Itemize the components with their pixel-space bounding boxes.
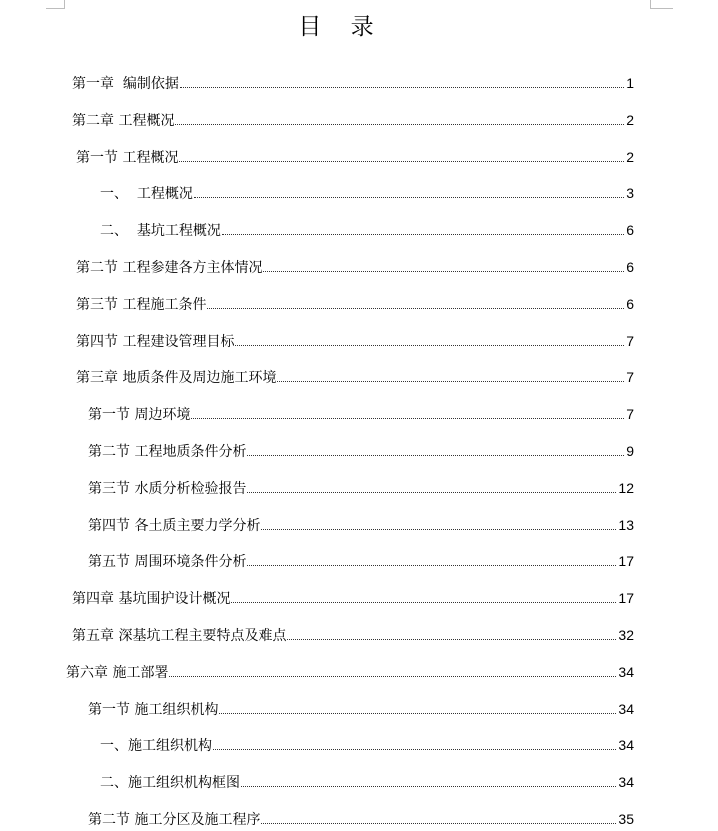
- toc-leader-dots: [261, 528, 616, 530]
- toc-entry-label: 第一节 周边环境: [88, 407, 191, 423]
- toc-leader-dots: [247, 564, 616, 566]
- toc-entry-page-number: 34: [618, 774, 634, 790]
- toc-entry[interactable]: [88, 478, 634, 498]
- toc-entry-label: 第二节 施工分区及施工程序: [88, 812, 261, 828]
- toc-leader-dots: [277, 380, 624, 382]
- toc-entry-label: 第二章 工程概况: [72, 113, 175, 129]
- toc-entry-label: 第一章 编制依据: [72, 76, 179, 92]
- toc-entry-page-number: 7: [626, 369, 634, 385]
- toc-leader-dots: [263, 270, 624, 272]
- toc-entry-label: 第一节 施工组织机构: [88, 702, 219, 718]
- toc-entry-page-number: 6: [626, 259, 634, 275]
- toc-entry-label: 一、施工组织机构: [100, 738, 212, 754]
- toc-entry-page-number: 6: [626, 222, 634, 238]
- toc-entry-page-number: 1: [626, 75, 634, 91]
- toc-entry[interactable]: [72, 110, 634, 130]
- toc-leader-dots: [247, 454, 624, 456]
- toc-entry-label: 第三节 水质分析检验报告: [88, 481, 247, 497]
- toc-title: 目 录: [298, 14, 374, 40]
- toc-entry[interactable]: [100, 772, 634, 792]
- toc-entry-page-number: 2: [626, 149, 634, 165]
- toc-leader-dots: [231, 601, 616, 603]
- toc-entry-label: 第六章 施工部署: [66, 665, 169, 681]
- toc-entry-label: 第三节 工程施工条件: [76, 297, 207, 313]
- toc-entry[interactable]: [88, 441, 634, 461]
- toc-entry-page-number: 3: [626, 185, 634, 201]
- toc-entry-page-number: 34: [618, 664, 634, 680]
- toc-entry[interactable]: [88, 551, 634, 571]
- toc-entry-page-number: 17: [618, 590, 634, 606]
- toc-entry-page-number: 6: [626, 296, 634, 312]
- toc-entry-page-number: 13: [618, 517, 634, 533]
- toc-leader-dots: [241, 785, 616, 787]
- toc-entry[interactable]: [88, 515, 634, 535]
- toc-entry-page-number: 7: [626, 406, 634, 422]
- toc-entry-label: 第四节 各土质主要力学分析: [88, 518, 261, 534]
- toc-entry-page-number: 2: [626, 112, 634, 128]
- toc-entry-page-number: 34: [618, 737, 634, 753]
- toc-entry-page-number: 17: [618, 553, 634, 569]
- toc-entry[interactable]: [88, 699, 634, 719]
- toc-entry[interactable]: [88, 809, 634, 829]
- toc-entry[interactable]: [72, 625, 634, 645]
- toc-entry-label: 第五节 周围环境条件分析: [88, 554, 247, 570]
- toc-entry[interactable]: [76, 147, 634, 167]
- toc-entry[interactable]: [76, 257, 634, 277]
- toc-entry[interactable]: [100, 735, 634, 755]
- toc-entry-label: 二、施工组织机构框图: [100, 775, 240, 791]
- toc-entry[interactable]: [66, 662, 634, 682]
- toc-entry-page-number: 32: [618, 627, 634, 643]
- toc-entry[interactable]: [76, 331, 634, 351]
- toc-leader-dots: [219, 712, 616, 714]
- toc-entry[interactable]: [100, 220, 634, 240]
- toc-leader-dots: [169, 675, 616, 677]
- toc-leader-dots: [179, 160, 624, 162]
- toc-entry-label: 第五章 深基坑工程主要特点及难点: [72, 628, 287, 644]
- toc-entry-label: 二、 基坑工程概况: [100, 223, 221, 239]
- toc-entry-label: 第三章 地质条件及周边施工环境: [76, 370, 277, 386]
- toc-entry-label: 第四章 基坑围护设计概况: [72, 591, 231, 607]
- toc-entry-page-number: 9: [626, 443, 634, 459]
- toc-entry[interactable]: [88, 404, 634, 424]
- toc-entry-label: 第一节 工程概况: [76, 150, 179, 166]
- toc-leader-dots: [287, 638, 616, 640]
- toc-entry-label: 一、 工程概况: [100, 186, 193, 202]
- toc-entry-page-number: 34: [618, 701, 634, 717]
- toc-entry-label: 第四节 工程建设管理目标: [76, 334, 235, 350]
- toc-entry-label: 第二节 工程参建各方主体情况: [76, 260, 263, 276]
- toc-leader-dots: [213, 748, 616, 750]
- toc-entry[interactable]: [72, 588, 634, 608]
- toc-entry-page-number: 12: [618, 480, 634, 496]
- toc-leader-dots: [235, 344, 624, 346]
- toc-leader-dots: [207, 307, 624, 309]
- toc-leader-dots: [194, 196, 624, 198]
- toc-entry[interactable]: [100, 183, 634, 203]
- toc-leader-dots: [261, 822, 616, 824]
- toc-leader-dots: [222, 233, 624, 235]
- toc-entry[interactable]: [76, 367, 634, 387]
- toc-leader-dots: [180, 86, 624, 88]
- toc-leader-dots: [175, 123, 624, 125]
- toc-entry[interactable]: [72, 73, 634, 93]
- toc-entry-page-number: 7: [626, 333, 634, 349]
- toc-leader-dots: [247, 491, 616, 493]
- toc-entry-label: 第二节 工程地质条件分析: [88, 444, 247, 460]
- toc-leader-dots: [191, 417, 624, 419]
- toc-entry-page-number: 35: [618, 811, 634, 827]
- toc-entry[interactable]: [76, 294, 634, 314]
